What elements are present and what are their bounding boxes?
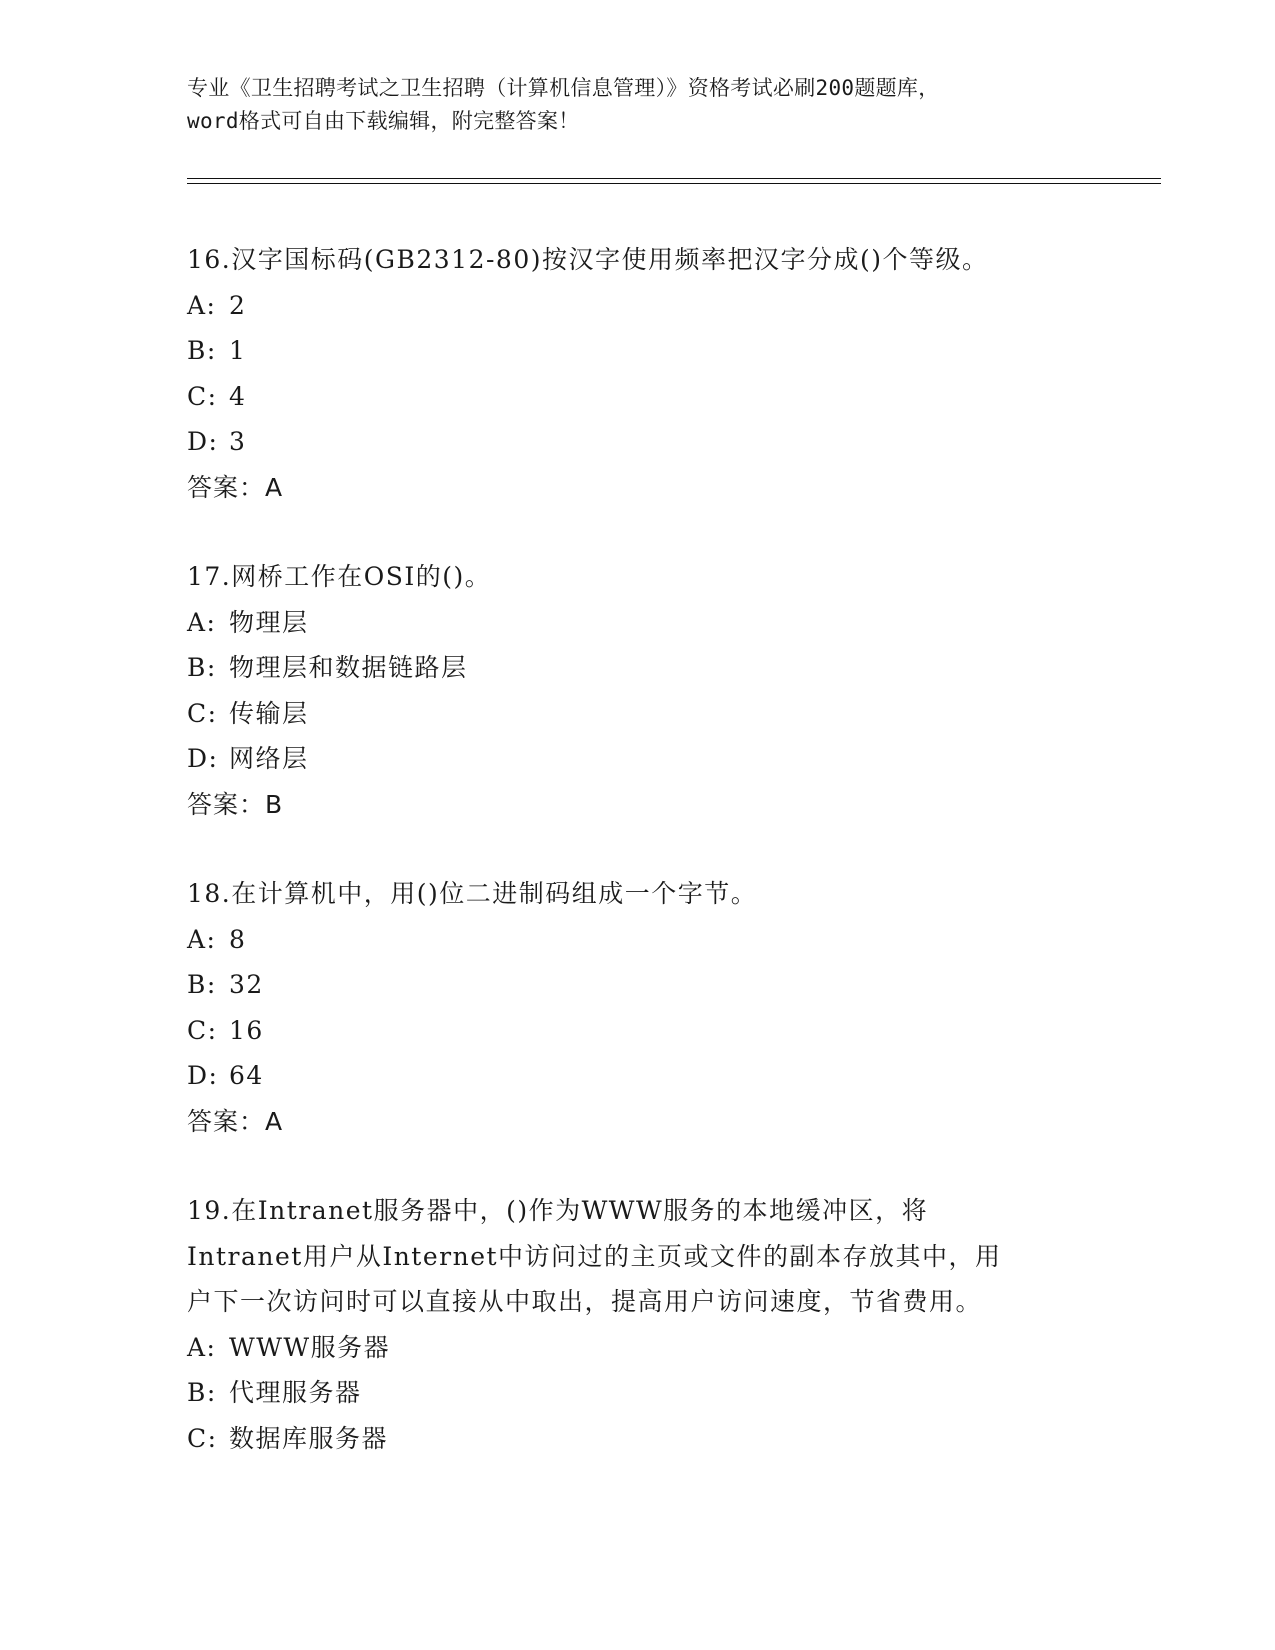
question-stem: 17.网桥工作在OSI的()。 [187, 562, 492, 591]
option-b [187, 328, 1087, 374]
option-d [187, 736, 1087, 782]
option-text: 数据库服务器 [229, 1423, 389, 1453]
option-a [187, 1325, 1087, 1371]
option-letter: C: [187, 381, 218, 411]
option-c [187, 1416, 1087, 1462]
option-letter: B: [187, 1378, 217, 1407]
option-c [187, 691, 1087, 737]
option-letter: D: [187, 1061, 219, 1090]
header-line-1: 专业《卫生招聘考试之卫生招聘（计算机信息管理）》资格考试必刷200题题库， [187, 76, 940, 100]
option-letter: D: [187, 427, 219, 456]
option-letter: D: [187, 744, 219, 773]
header-divider-top [187, 178, 1161, 179]
document-header [187, 72, 1107, 138]
option-a [187, 600, 1087, 646]
option-letter: A: [187, 924, 217, 954]
option-text: 物理层 [229, 607, 309, 637]
question-stem-line-2: Intranet用户从Internet中访问过的主页或文件的副本存放其中，用 [187, 1241, 1002, 1271]
option-text: 传输层 [229, 698, 309, 728]
question-19 [187, 1188, 1087, 1461]
option-b [187, 1370, 1087, 1416]
option-letter: B: [187, 336, 217, 365]
option-letter: B: [187, 970, 217, 999]
question-stem-line-3: 户下一次访问时可以直接从中取出，提高用户访问速度，节省费用。 [187, 1287, 983, 1316]
option-c [187, 374, 1087, 420]
option-text: 代理服务器 [229, 1378, 362, 1407]
question-16 [187, 237, 1087, 510]
option-text: 16 [229, 1015, 264, 1045]
option-letter: A: [187, 290, 217, 320]
option-text: 物理层和数据链路层 [229, 653, 468, 682]
option-d [187, 419, 1087, 465]
option-text: 4 [229, 381, 247, 411]
header-line-2: word格式可自由下载编辑，附完整答案！ [187, 109, 580, 133]
option-letter: C: [187, 1423, 218, 1453]
option-text: 8 [229, 924, 247, 954]
option-letter: A: [187, 1332, 217, 1362]
question-stem-line-1: 19.在Intranet服务器中，()作为WWW服务的本地缓冲区，将 [187, 1196, 929, 1225]
question-list [187, 237, 1087, 1505]
option-text: WWW服务器 [229, 1332, 391, 1362]
answer-line: 答案：A [187, 472, 284, 502]
option-letter: C: [187, 698, 218, 728]
option-text: 网络层 [229, 744, 309, 773]
option-b [187, 962, 1087, 1008]
option-text: 1 [229, 336, 247, 365]
answer-line: 答案：A [187, 1106, 284, 1136]
option-text: 3 [229, 427, 247, 456]
option-letter: B: [187, 653, 217, 682]
question-18 [187, 871, 1087, 1144]
question-17 [187, 554, 1087, 827]
option-letter: A: [187, 607, 217, 637]
option-text: 64 [229, 1061, 264, 1090]
option-d [187, 1053, 1087, 1099]
option-a [187, 917, 1087, 963]
option-letter: C: [187, 1015, 218, 1045]
question-stem: 18.在计算机中，用()位二进制码组成一个字节。 [187, 879, 758, 908]
option-text: 2 [229, 290, 247, 320]
option-text: 32 [229, 970, 264, 999]
header-divider-bottom [187, 183, 1161, 184]
question-stem: 16.汉字国标码(GB2312-80)按汉字使用频率把汉字分成()个等级。 [187, 245, 989, 274]
option-b [187, 645, 1087, 691]
option-c [187, 1008, 1087, 1054]
answer-line: 答案：B [187, 789, 284, 819]
option-a [187, 283, 1087, 329]
